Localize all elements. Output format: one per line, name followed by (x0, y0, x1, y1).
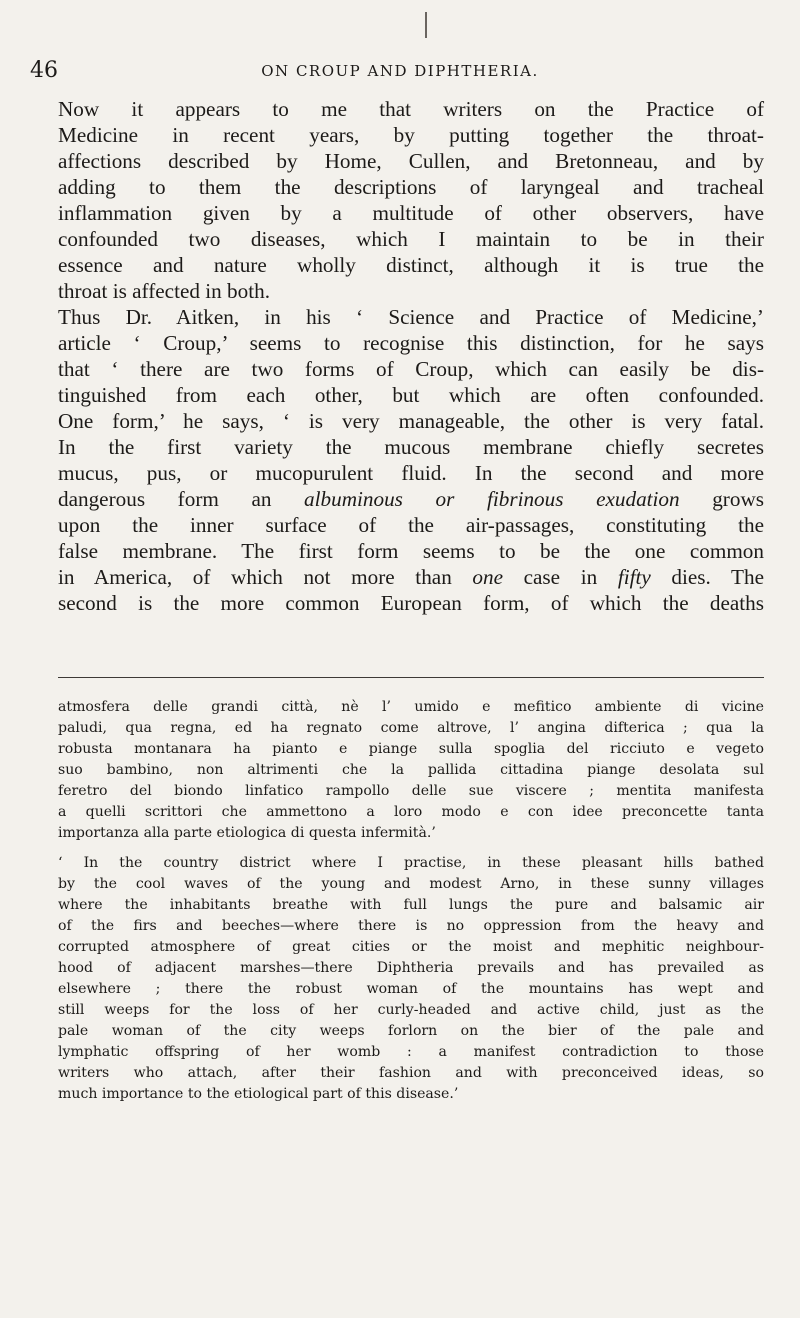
text-line: in America, of which not more than one case in fifty dies. The (58, 565, 764, 589)
footnote-line: ‘ In the country district where I practise, in these pleasant hills bathed (58, 855, 764, 871)
text-line: tinguished from each other, but which are often confounded. (58, 383, 764, 407)
footnote-line: robusta montanara ha pianto e piange sulla spoglia del ricciuto e vegeto (58, 741, 764, 757)
text-line: affections described by Home, Cullen, and Bretonneau, and by (58, 149, 764, 173)
text-line: essence and nature wholly distinct, although it is true the (58, 253, 764, 277)
text-line: upon the inner surface of the air-passages, constituting the (58, 513, 764, 537)
text-line: throat is affected in both. (58, 279, 271, 303)
footnote-line: writers who attach, after their fashion and with preconceived ideas, so (58, 1065, 764, 1081)
footnote-line: corrupted atmosphere of great cities or the moist and mephitic neighbour- (58, 939, 764, 955)
footnote-line: suo bambino, non altrimenti che la pallida cittadina piange desolata sul (58, 762, 764, 778)
footnote-line: elsewhere ; there the robust woman of the mountains has wept and (58, 981, 764, 997)
footnote-line: where the inhabitants breathe with full lungs the pure and balsamic air (58, 897, 764, 913)
footnote-gap (58, 844, 764, 853)
text-line: second is the more common European form, of which the deaths (58, 591, 764, 615)
footnote-line: a quelli scrittori che ammettono a loro modo e con idee preconcette tanta (58, 804, 764, 820)
footnote-line: much importance to the etiological part of this disease.’ (58, 1086, 459, 1102)
page-header (30, 58, 770, 90)
text-line: dangerous form an albuminous or fibrinous exudation grows (58, 487, 765, 511)
text-line: In the first variety the mucous membrane chiefly secretes (58, 435, 764, 459)
italic-word: one (472, 565, 503, 589)
text-line: that ‘ there are two forms of Croup, which can easily be dis- (58, 357, 764, 381)
text-line: Now it appears to me that writers on the Practice of (58, 97, 764, 121)
footnote-line: hood of adjacent marshes—there Diphtheria prevails and has prevailed as (58, 960, 764, 976)
footnote-line: of the firs and beeches—where there is no oppression from the heavy and (58, 918, 764, 934)
footnote-line: lymphatic offspring of her womb : a manifest contradiction to those (58, 1044, 764, 1060)
text-line: One form,’ he says, ‘ is very manageable, the other is very fatal. (58, 409, 764, 433)
footnote-line: by the cool waves of the young and modest Arno, in these sunny villages (58, 876, 764, 892)
main-text (58, 96, 764, 616)
footnote-line: atmosfera delle grandi città, nè l’ umido e mefitico ambiente di vicine (58, 699, 764, 715)
running-title: ON CROUP AND DIPHTHERIA. (261, 62, 539, 80)
page-number: 46 (30, 58, 58, 83)
print-mark (425, 12, 427, 38)
text-line: Medicine in recent years, by putting together the throat- (58, 123, 764, 147)
text-line: mucus, pus, or mucopurulent fluid. In the second and more (58, 461, 764, 485)
text-line: Thus Dr. Aitken, in his ‘ Science and Practice of Medicine,’ (58, 305, 764, 329)
text-line: inflammation given by a multitude of other observers, have (58, 201, 764, 225)
text-line: article ‘ Croup,’ seems to recognise this distinction, for he says (58, 331, 764, 355)
text-line: false membrane. The first form seems to be the one common (58, 539, 764, 563)
footnote-line: pale woman of the city weeps forlorn on the bier of the pale and (58, 1023, 764, 1039)
footnote-line: importanza alla parte etiologica di questa infermità.’ (58, 825, 436, 841)
footnote-divider (58, 677, 764, 678)
text-line: adding to them the descriptions of laryngeal and tracheal (58, 175, 764, 199)
footnote-line: paludi, qua regna, ed ha regnato come altrove, l’ angina difterica ; qua la (58, 720, 764, 736)
footnote-line: feretro del biondo linfatico rampollo delle sue viscere ; mentita manifesta (58, 783, 764, 799)
footnotes (58, 697, 764, 1105)
italic-phrase: albuminous or fibrinous exudation (304, 487, 680, 511)
italic-word: fifty (617, 565, 651, 589)
footnote-line: still weeps for the loss of her curly-headed and active child, just as the (58, 1002, 764, 1018)
text-line: confounded two diseases, which I maintain to be in their (58, 227, 764, 251)
